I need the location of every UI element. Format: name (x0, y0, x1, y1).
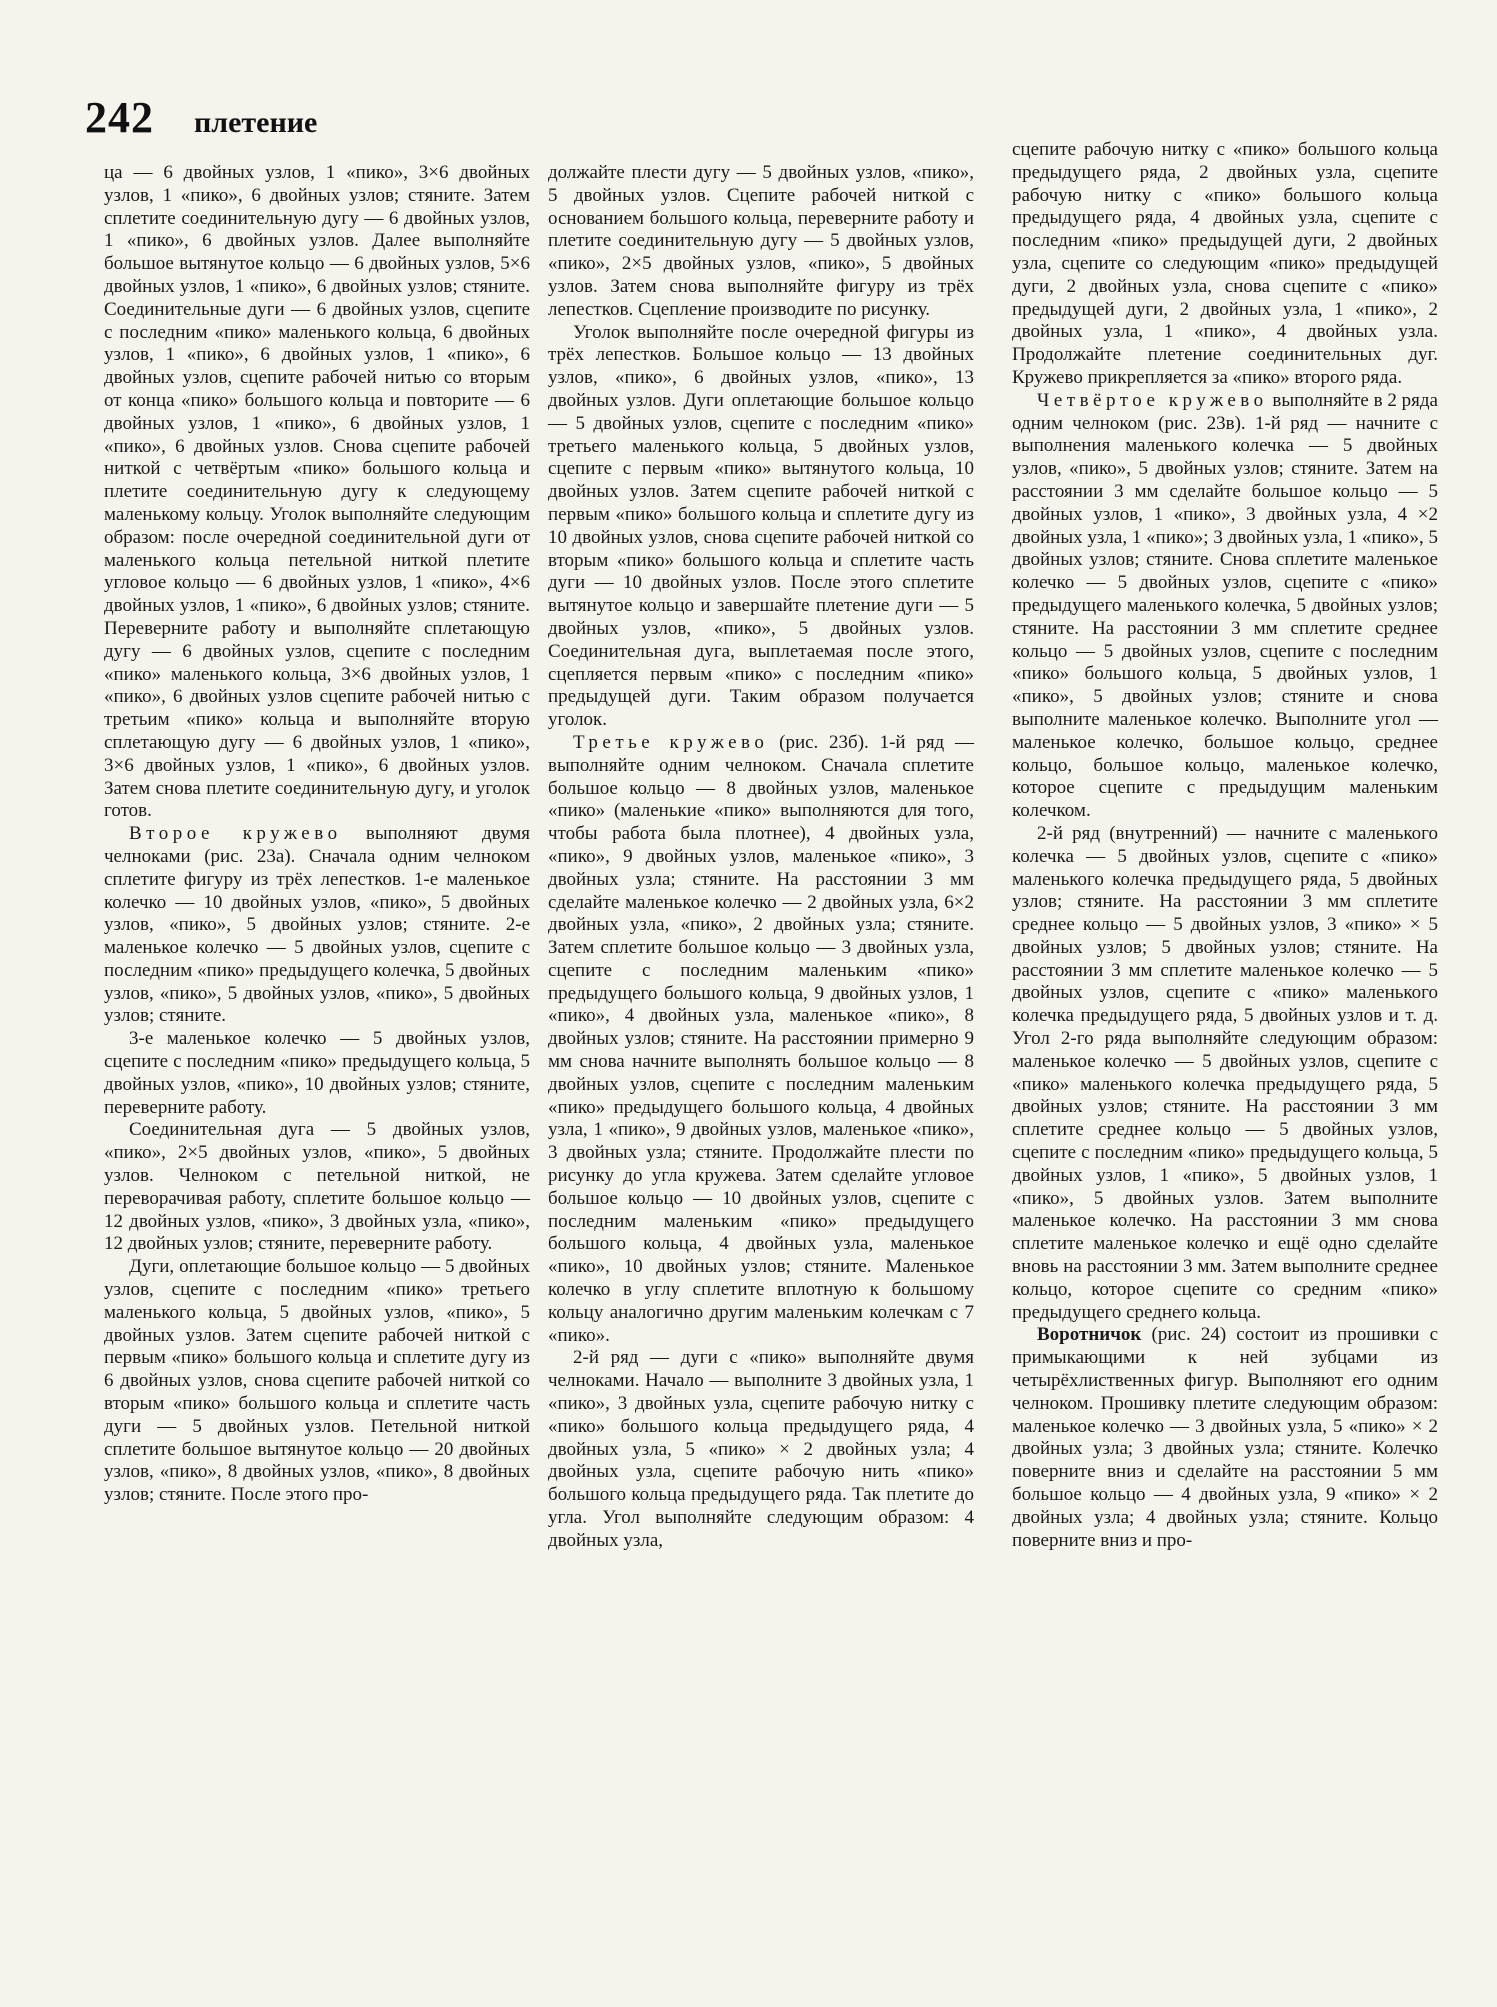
paragraph-lead: Четвёртое кружево (1037, 389, 1268, 411)
paragraph: сцепите рабочую нитку с «пико» большого кольца предыдущего ряда, 2 двойных узла, сцепите рабочую нитку с «пико» большого кольца предыдущего ряда, 4 двойных узла, сцепите с последним «пико» предыдущей дуги, 2 двойных узла, сцепите со следующим «пико» предыдущей дуги, 2 двойных узла, снова сцепите с «пико» предыдущей дуги, 2 двойных узла, 1 «пико», 2 двойных узла, 1 «пико», 4 двойных узла. Продолжайте плетение соединительных дуг. Кружево прикрепляется за «пико» второго ряда. (1012, 139, 1438, 388)
paragraph (1012, 390, 1438, 823)
paragraph: 2-й ряд (внутренний) — начните с маленького колечка — 5 двойных узлов, сцепите с «пико» маленького колечка предыдущего ряда, 5 двойных узлов; стяните. На расстоянии 3 мм сплетите среднее кольцо — 5 двойных узлов, 3 «пико» × 5 двойных узлов; 5 двойных узлов; стяните. На расстоянии 3 мм сплетите маленькое колечко — 5 двойных узлов, сцепите с «пико» маленького колечка предыдущего ряда, 5 двойных узлов и т. д. Угол 2-го ряда выполняйте следующим образом: маленькое колечко — 5 двойных узлов, сцепите с «пико» маленького колечка предыдущего ряда, 5 двойных узлов; стяните. На расстоянии 3 мм сплетите среднее кольцо — 5 двойных узлов, сцепите с последним «пико» предыдущего кольца, 5 двойных узлов, 1 «пико», 5 двойных узлов, 1 «пико», 5 двойных узлов. Затем выполните маленькое колечко. На расстоянии 3 мм снова сплетите маленькое колечко и ещё одно сделайте вновь на расстоянии 3 мм. Затем выполните среднее кольцо, которое сцепите со средним «пико» предыдущего среднего кольца. (1012, 822, 1438, 1323)
paragraph: Уголок выполняйте после очередной фигуры из трёх лепестков. Большое кольцо — 13 двойных узлов, «пико», 6 двойных узлов, «пико», 13 двойных узлов. Дуги оплетающие большое кольцо — 5 двойных узлов, сцепите с последним «пико» третьего маленького кольца, 5 двойных узлов, сцепите с первым «пико» вытянутого кольца, 10 двойных узлов. Затем сцепите рабочей ниткой с первым «пико» большого кольца и сплетите дугу из 10 двойных узлов, снова сцепите рабочей ниткой со вторым «пико» большого кольца и сплетите часть дуги — 10 двойных узлов. После этого сплетите вытянутое кольцо и завершайте плетение дуги — 5 двойных узлов, «пико», 5 двойных узлов. Соединительная дуга, выплетаемая после этого, сцепляется первым «пико» с последним «пико» предыдущей дуги. Таким образом получается уголок. (548, 321, 974, 731)
paragraph: Соединительная дуга — 5 двойных узлов, «пико», 2×5 двойных узлов, «пико», 5 двойных узлов. Челноком с петельной ниткой, не переворачивая работу, сплетите большое кольцо — 12 двойных узлов, «пико», 3 двойных узла, «пико», 12 двойных узлов; стяните, переверните работу. (104, 1119, 530, 1255)
paragraph (104, 823, 530, 1028)
paragraph-lead: Третье кружево (573, 731, 769, 753)
paragraph-body: выполняют двумя челноками (рис. 23а). Сначала одним челноком сплетите фигуру из трёх лепестков. 1-е маленькое колечко — 10 двойных узлов, «пико», 5 двойных узлов, «пико», 5 двойных узлов; стяните. 2-е маленькое колечко — 5 двойных узлов, сцепите с последним «пико» предыдущего колечка, 5 двойных узлов, «пико», 5 двойных узлов, «пико», 5 двойных узлов; стяните. (104, 823, 530, 1027)
text-column-1 (104, 162, 530, 1507)
paragraph-lead: Второе кружево (129, 823, 342, 845)
page-number: 242 (85, 93, 154, 142)
paragraph-body: (рис. 24) состоит из прошивки с примыкающими к ней зубцами из четырёхлиственных фигур. Выполняют его одним челноком. Прошивку плетите следующим образом: маленькое колечко — 3 двойных узла, 5 «пико» × 2 двойных узла; 3 двойных узла; стяните. Колечко поверните вниз и сделайте на расстоянии 5 мм большое кольцо — 4 двойных узла, 9 «пико» × 2 двойных узла; 4 двойных узла; стяните. Кольцо поверните вниз и про- (1012, 1324, 1438, 1551)
paragraph (548, 732, 974, 1348)
paragraph-body: выполняйте в 2 ряда одним челноком (рис. 23в). 1-й ряд — начните с выполнения маленького колечка — 5 двойных узлов, «пико», 5 двойных узлов; стяните. Затем на расстоянии 3 мм сделайте большое кольцо — 5 двойных узлов, 1 «пико», 3 двойных узла, 4 ×2 двойных узла, 1 «пико»; 3 двойных узла, 1 «пико», 5 двойных узлов; стяните. Снова сплетите маленькое колечко — 5 двойных узлов, сцепите с «пико» предыдущего маленького колечка, 5 двойных узлов; стяните. На расстоянии 3 мм сплетите среднее кольцо — 5 двойных узлов, сцепите с последним «пико» большого кольца, 5 двойных узлов, 1 «пико», 5 двойных узлов; стяните и снова выполните маленькое колечко. Выполните угол — маленькое колечко, большое кольцо, среднее кольцо, большое кольцо, маленькое колечко, которое сцепите с предыдущим маленьким колечком. (1012, 389, 1438, 822)
paragraph (1012, 1324, 1438, 1552)
paragraph: 3-е маленькое колечко — 5 двойных узлов, сцепите с последним «пико» предыдущего кольца, 5 двойных узлов, «пико», 10 двойных узлов; стяните, переверните работу. (104, 1028, 530, 1118)
paragraph: должайте плести дугу — 5 двойных узлов, «пико», 5 двойных узлов. Сцепите рабочей ниткой с основанием большого кольца, переверните работу и плетите соединительную дугу — 5 двойных узлов, «пико», 2×5 двойных узлов, «пико», 5 двойных узлов. Затем снова выполняйте фигуру из трёх лепестков. Сцепление производите по рисунку. (548, 162, 974, 320)
paragraph-lead: Воротничок (1037, 1324, 1142, 1346)
paragraph: 2-й ряд — дуги с «пико» выполняйте двумя челноками. Начало — выполните 3 двойных узла, 1 «пико», 3 двойных узла, сцепите рабочую нитку с «пико» большого кольца предыдущего ряда, 4 двойных узла, 5 «пико» × 2 двойных узла; 4 двойных узла, сцепите рабочую нить «пико» большого кольца предыдущего ряда. Так плетите до угла. Угол выполняйте следующим образом: 4 двойных узла, (548, 1347, 974, 1551)
paragraph-body: (рис. 23б). 1-й ряд — выполняйте одним челноком. Сначала сплетите большое кольцо — 8 двойных узлов, маленькое «пико» (маленькие «пико» выполняются для того, чтобы работа была плотнее), 4 двойных узла, «пико», 9 двойных узлов, маленькое «пико», 3 двойных узла; стяните. На расстоянии 3 мм сделайте маленькое колечко — 2 двойных узла, 6×2 двойных узла, «пико», 2 двойных узла; стяните. Затем сплетите большое кольцо — 3 двойных узла, сцепите с последним маленьким «пико» предыдущего большого кольца, 9 двойных узлов, 1 «пико», 4 двойных узла, маленькое «пико», 8 двойных узлов; стяните. На расстоянии примерно 9 мм снова начните выполнять большое кольцо — 8 двойных узлов, сцепите с последним маленьким «пико» предыдущего большого кольца, 4 двойных узла, 1 «пико», 9 двойных узлов, маленькое «пико», 3 двойных узла; стяните. Продолжайте плести по рисунку до угла кружева. Затем сделайте угловое большое кольцо — 10 двойных узлов, сцепите с последним маленьким «пико» предыдущего большого кольца, 4 двойных узла, маленькое «пико», 10 двойных узлов; стяните. Маленькое колечко в углу сплетите вплотную к большому кольцу аналогично другим маленьким колечкам с 7 «пико». (548, 731, 974, 1346)
page-header (85, 92, 317, 143)
paragraph: Дуги, оплетающие большое кольцо — 5 двойных узлов, сцепите с последним «пико» третьего маленького кольца, 5 двойных узлов, «пико», 5 двойных узлов. Затем сцепите рабочей ниткой с первым «пико» большого кольца и сплетите дугу из 6 двойных узлов, снова сцепите рабочей ниткой со вторым «пико» большого кольца и сплетите часть дуги — 5 двойных узлов. Петельной ниткой сплетите большое вытянутое кольцо — 20 двойных узлов, «пико», 8 двойных узлов, «пико», 8 двойных узлов; стяните. После этого про- (104, 1256, 530, 1506)
text-column-3 (1012, 139, 1438, 1552)
section-title: плетение (194, 106, 318, 139)
paragraph: ца — 6 двойных узлов, 1 «пико», 3×6 двойных узлов, 1 «пико», 6 двойных узлов; стяните. Затем сплетите соединительную дугу — 6 двойных узлов, 1 «пико», 6 двойных узлов. Далее выполняйте большое вытянутое кольцо — 6 двойных узлов, 5×6 двойных узлов, 1 «пико», 6 двойных узлов; стяните. Соединительные дуги — 6 двойных узлов, сцепите с последним «пико» маленького кольца, 6 двойных узлов, 1 «пико», 6 двойных узлов, 1 «пико», 6 двойных узлов, сцепите рабочей нитью со вторым от конца «пико» большого кольца и повторите — 6 двойных узлов, 1 «пико», 6 двойных узлов, 1 «пико», 6 двойных узлов. Снова сцепите рабочей ниткой с четвёртым «пико» большого кольца и плетите соединительную дугу к следующему маленькому кольцу. Уголок выполняйте следующим образом: после очередной соединительной дуги от маленького кольца петельной ниткой плетите угловое кольцо — 6 двойных узлов, 1 «пико», 4×6 двойных узлов, 1 «пико», 6 двойных узлов; стяните. Переверните работу и выполняйте сплетающую дугу — 6 двойных узлов, сцепите с последним «пико» маленького кольца, 3×6 двойных узлов, 1 «пико», 6 двойных узлов сцепите рабочей нитью с третьим «пико» кольца и выполняйте вторую сплетающую дугу — 6 двойных узлов, 1 «пико», 3×6 двойных узлов, 1 «пико», 6 двойных узлов. Затем снова плетите соединительную дугу, и уголок готов. (104, 162, 530, 822)
text-column-2 (548, 162, 974, 1553)
